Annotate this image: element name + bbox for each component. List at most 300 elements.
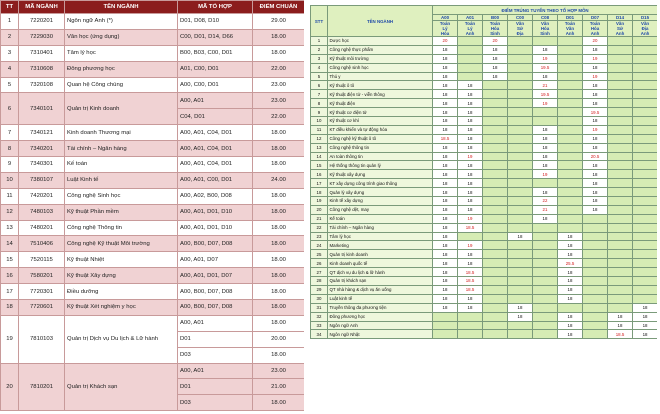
row-tt: 12 [1,204,19,220]
row-tt: 16 [1,268,19,284]
score-cell [633,179,658,188]
score-cell [433,321,458,330]
score-cell [633,205,658,214]
score-cell: 18 [533,125,558,134]
row-diem-chuan: 20.00 [253,331,305,347]
row-ma-nganh: 7229030 [19,29,65,45]
score-cell [633,161,658,170]
score-cell: 18 [458,90,483,99]
score-cell [558,45,583,54]
row-diem-chuan: 18.00 [253,204,305,220]
table-row [1,14,305,30]
score-cell [608,205,633,214]
score-cell: 18 [558,232,583,241]
score-cell: 18 [433,54,458,63]
row-ma-nganh: 7810103 [19,315,65,363]
score-cell [508,223,533,232]
score-cell: 18 [633,321,658,330]
score-cell: 18 [608,321,633,330]
score-cell: 18 [433,259,458,268]
score-cell: 19 [583,125,608,134]
row-ten-nganh: Kỹ thuật Xét nghiệm y học [65,300,178,316]
score-cell: 18 [533,143,558,152]
score-cell [633,90,658,99]
score-cell [483,170,508,179]
score-cell [483,259,508,268]
score-cell [633,134,658,143]
score-cell [533,232,558,241]
score-cell [583,250,608,259]
row-tt: 9 [1,157,19,173]
score-cell [633,63,658,72]
row-diem-chuan: 22.00 [253,109,305,125]
score-cell [508,277,533,286]
row-ma-nganh: 7580201 [19,268,65,284]
score-cell: 18 [433,108,458,117]
score-cell [483,241,508,250]
score-cell [558,197,583,206]
table-row [311,108,658,117]
score-cell: 18 [433,99,458,108]
table-row [1,284,305,300]
row-ten-nganh: Kinh doanh Thương mại [65,125,178,141]
table-row [1,125,305,141]
subject-label: Văn [515,21,525,26]
score-cell [483,205,508,214]
score-cell [558,117,583,126]
score-cell [508,161,533,170]
score-cell [433,312,458,321]
score-cell: 18 [533,134,558,143]
row-tt: 19 [1,315,19,363]
score-cell: 18 [583,90,608,99]
table-row [311,205,658,214]
row-ten-nganh: Công nghệ sinh học [328,63,433,72]
row-ten-nganh: Kỹ thuật Phần mềm [65,204,178,220]
score-cell [508,330,533,339]
row-ma-nganh: 7420201 [19,188,65,204]
score-cell [583,232,608,241]
row-ten-nganh: Kỹ thuật cơ khí [328,117,433,126]
table-row [311,90,658,99]
row-ten-nganh: Quản trị Dịch vụ Du lịch & Lữ hành [65,315,178,363]
score-cell: 18 [433,223,458,232]
score-cell [608,214,633,223]
score-cell [608,259,633,268]
row-ten-nganh: KT xây dựng công trình giao thông [328,179,433,188]
score-cell [508,250,533,259]
score-cell [633,285,658,294]
score-cell [508,37,533,46]
score-cell: 18.5 [433,134,458,143]
score-cell [633,250,658,259]
score-cell: 18 [558,277,583,286]
score-cell: 18 [433,268,458,277]
score-cell [583,214,608,223]
row-ten-nganh: Quản lý xây dựng [328,188,433,197]
row-diem-chuan: 18.00 [253,347,305,363]
table-row [311,277,658,286]
right-score-table [310,5,657,339]
header-combo-code: D01 [558,15,583,21]
subject-label: Toán [489,21,501,26]
table-row [1,363,305,379]
score-cell: 18 [458,125,483,134]
score-cell [558,179,583,188]
score-cell: 18 [433,188,458,197]
score-cell: 21 [533,81,558,90]
row-tt: 7 [1,125,19,141]
row-ma-to-hop: A00, A01, D07 [178,252,253,268]
header-score-group: ĐIỂM TRÚNG TUYỂN THEO TỔ HỢP MÔN [433,6,658,15]
score-cell [633,117,658,126]
score-cell: 18 [583,99,608,108]
row-stt: 10 [311,117,328,126]
score-cell [633,37,658,46]
score-cell [533,312,558,321]
score-cell: 22 [533,197,558,206]
score-cell [483,250,508,259]
score-cell [558,37,583,46]
table-row [311,241,658,250]
row-ten-nganh: Quan hệ Công chúng [65,77,178,93]
subject-label: Lý [467,26,473,31]
row-ma-to-hop: A00, A01 [178,315,253,331]
score-cell: 18 [433,81,458,90]
row-stt: 3 [311,54,328,63]
row-ten-nganh: QT dịch vụ du lịch & lữ hành [328,268,433,277]
row-ten-nganh: Công nghệ dệt, may [328,205,433,214]
row-ten-nganh: Tâm lý học [328,232,433,241]
table-row [311,37,658,46]
row-ten-nganh: Kinh doanh quốc tế [328,259,433,268]
score-cell: 18 [458,134,483,143]
score-cell [608,294,633,303]
header-combo-code: D07 [583,15,608,21]
score-cell [633,81,658,90]
header-combo-subjects [558,21,583,37]
score-cell: 18 [433,294,458,303]
table-row [311,223,658,232]
header-ten-nganh: TÊN NGÀNH [328,6,433,37]
score-cell [483,232,508,241]
score-cell [508,72,533,81]
row-ten-nganh: Ngôn ngữ Nhật [328,330,433,339]
score-cell: 18 [583,45,608,54]
score-cell [558,108,583,117]
score-cell [583,241,608,250]
row-ten-nganh: Công nghệ kỹ thuật ô tô [328,134,433,143]
score-cell: 18 [433,179,458,188]
row-tt: 10 [1,172,19,188]
score-cell: 18 [533,161,558,170]
table-row [311,197,658,206]
score-cell: 18 [433,232,458,241]
score-cell [533,179,558,188]
score-cell [533,37,558,46]
row-tt: 17 [1,284,19,300]
score-cell [608,143,633,152]
score-cell [508,170,533,179]
score-cell: 18 [583,188,608,197]
score-cell: 18 [433,45,458,54]
row-ma-to-hop: A00, B00, D07, D08 [178,236,253,252]
score-cell [633,214,658,223]
row-stt: 16 [311,170,328,179]
score-cell [508,214,533,223]
score-cell [608,63,633,72]
table-row [311,268,658,277]
subject-label: Anh [565,31,575,36]
row-ma-to-hop: A00, A01, D01, D10 [178,204,253,220]
table-row [1,188,305,204]
row-ten-nganh: Kỹ thuật ô tô [328,81,433,90]
row-ma-to-hop: A00, A01, C04, D01 [178,125,253,141]
table-row [1,252,305,268]
row-ten-nganh: Kỹ thuật điện [328,99,433,108]
table-row [1,93,305,109]
row-ten-nganh: Công nghệ thông tin [328,143,433,152]
row-ma-nganh: 7480201 [19,220,65,236]
score-cell [633,108,658,117]
table-row [311,312,658,321]
row-stt: 17 [311,179,328,188]
row-diem-chuan: 21.00 [253,379,305,395]
row-stt: 28 [311,277,328,286]
score-cell: 18 [583,197,608,206]
score-cell: 18 [558,241,583,250]
score-cell [508,143,533,152]
score-cell [558,223,583,232]
row-ma-to-hop: B00, B03, C00, D01 [178,45,253,61]
score-cell: 18 [558,250,583,259]
score-cell [533,294,558,303]
score-cell [483,277,508,286]
score-cell [483,117,508,126]
header-combo-code: A01 [458,15,483,21]
score-cell: 19 [458,214,483,223]
row-ten-nganh: Kế toán [328,214,433,223]
score-cell [508,63,533,72]
score-cell [608,268,633,277]
score-cell [483,303,508,312]
score-cell: 18 [433,170,458,179]
score-cell: 19 [458,241,483,250]
score-cell: 18 [458,108,483,117]
table-row [311,179,658,188]
score-cell: 18 [483,54,508,63]
score-cell [633,241,658,250]
score-cell [583,330,608,339]
header-combo-code: C00 [508,15,533,21]
score-cell [558,161,583,170]
row-tt: 11 [1,188,19,204]
score-cell: 18 [583,63,608,72]
row-ma-nganh: 7220201 [19,14,65,30]
score-cell [483,90,508,99]
row-ma-to-hop: A00, C00, D01 [178,77,253,93]
row-diem-chuan: 18.00 [253,157,305,173]
table-row [311,188,658,197]
score-cell: 18 [508,232,533,241]
table-row [311,99,658,108]
row-ten-nganh: Ngôn ngữ Anh [328,321,433,330]
score-cell [633,294,658,303]
row-ma-to-hop: A00, A01 [178,93,253,109]
row-ten-nganh: Tài chính – Ngân hàng [328,223,433,232]
score-cell: 19 [533,170,558,179]
row-stt: 9 [311,108,328,117]
score-cell [533,108,558,117]
table-row [311,125,658,134]
table-row [1,77,305,93]
row-stt: 2 [311,45,328,54]
score-cell [558,152,583,161]
score-cell: 18 [433,214,458,223]
row-ma-nganh: 7320108 [19,77,65,93]
table-row [311,143,658,152]
score-cell: 18 [633,312,658,321]
score-cell [583,303,608,312]
row-ma-nganh: 7510406 [19,236,65,252]
table-row [311,330,658,339]
row-ten-nganh: Đông phương học [65,61,178,77]
score-cell [533,259,558,268]
score-cell [608,277,633,286]
score-cell [558,188,583,197]
score-cell [458,330,483,339]
score-cell [608,285,633,294]
score-cell [608,90,633,99]
score-cell [608,232,633,241]
table-row [1,268,305,284]
table-row [311,161,658,170]
row-ma-to-hop: A00, A02, B00, D08 [178,188,253,204]
row-stt: 32 [311,312,328,321]
score-cell [458,54,483,63]
row-diem-chuan: 24.00 [253,172,305,188]
score-cell [533,321,558,330]
score-cell [633,268,658,277]
header-combo-code: D14 [608,15,633,21]
score-cell [608,223,633,232]
score-cell [533,330,558,339]
row-tt: 20 [1,363,19,411]
score-cell [483,179,508,188]
score-cell [533,285,558,294]
score-cell: 18 [433,161,458,170]
score-cell [458,37,483,46]
score-cell: 19 [533,99,558,108]
score-cell [608,197,633,206]
score-cell: 18 [458,81,483,90]
row-ma-nganh: 7340101 [19,93,65,125]
row-stt: 4 [311,63,328,72]
row-stt: 7 [311,90,328,99]
score-cell [608,152,633,161]
table-row [311,152,658,161]
score-cell [608,81,633,90]
score-cell: 18 [633,303,658,312]
row-ma-to-hop: D01, D08, D10 [178,14,253,30]
score-cell: 18 [533,72,558,81]
score-cell [458,232,483,241]
score-cell [533,277,558,286]
score-cell: 18 [433,250,458,259]
subject-label: Anh [615,31,625,36]
row-ten-nganh: Truyền thông đa phương tiện [328,303,433,312]
table-row [1,29,305,45]
row-ma-nganh: 7310608 [19,61,65,77]
score-cell: 18 [608,312,633,321]
header-combo-subjects [583,21,608,37]
score-cell [608,188,633,197]
score-cell: 18 [458,205,483,214]
row-ma-to-hop: C00, D01, D14, D66 [178,29,253,45]
row-ma-nganh: 7340301 [19,157,65,173]
row-tt: 18 [1,300,19,316]
score-cell: 18 [558,294,583,303]
score-cell [533,303,558,312]
row-diem-chuan: 29.00 [253,14,305,30]
score-cell [483,134,508,143]
score-cell [508,108,533,117]
score-cell [633,197,658,206]
table-row [311,72,658,81]
row-diem-chuan: 23.00 [253,363,305,379]
row-ten-nganh: Quản trị Khách sạn [65,363,178,411]
row-ten-nganh: Kỹ thuật môi trường [328,54,433,63]
row-stt: 31 [311,303,328,312]
score-cell: 18 [458,259,483,268]
row-stt: 22 [311,223,328,232]
row-ma-to-hop: A00, A01, D01, D07 [178,268,253,284]
header-combo-subjects [483,21,508,37]
score-cell [483,197,508,206]
table-row [311,232,658,241]
header-diem-chuan: ĐIỂM CHUẨN [253,1,305,14]
score-cell [608,99,633,108]
row-diem-chuan: 18.00 [253,45,305,61]
row-diem-chuan: 18.00 [253,315,305,331]
row-ma-to-hop: D03 [178,395,253,411]
score-cell [633,170,658,179]
row-stt: 14 [311,152,328,161]
score-cell [533,117,558,126]
row-stt: 25 [311,250,328,259]
row-ten-nganh: Hệ thống thông tin quản lý [328,161,433,170]
row-ma-nganh: 7810201 [19,363,65,411]
right-score-table-panel [310,5,657,414]
score-cell [508,188,533,197]
subject-label: Văn [615,21,625,26]
score-cell: 18 [558,268,583,277]
score-cell [483,321,508,330]
score-cell [608,125,633,134]
table-row [1,315,305,331]
score-cell [483,223,508,232]
row-ten-nganh: Điều dưỡng [65,284,178,300]
row-stt: 26 [311,259,328,268]
score-cell [558,205,583,214]
row-ten-nganh: Công nghệ Kỹ thuật Môi trường [65,236,178,252]
row-ten-nganh: KT điều khiển và tự động hóa [328,125,433,134]
subject-label: Anh [465,31,475,36]
score-cell [533,223,558,232]
score-cell [558,214,583,223]
row-ma-nganh: 7310401 [19,45,65,61]
score-cell [633,232,658,241]
